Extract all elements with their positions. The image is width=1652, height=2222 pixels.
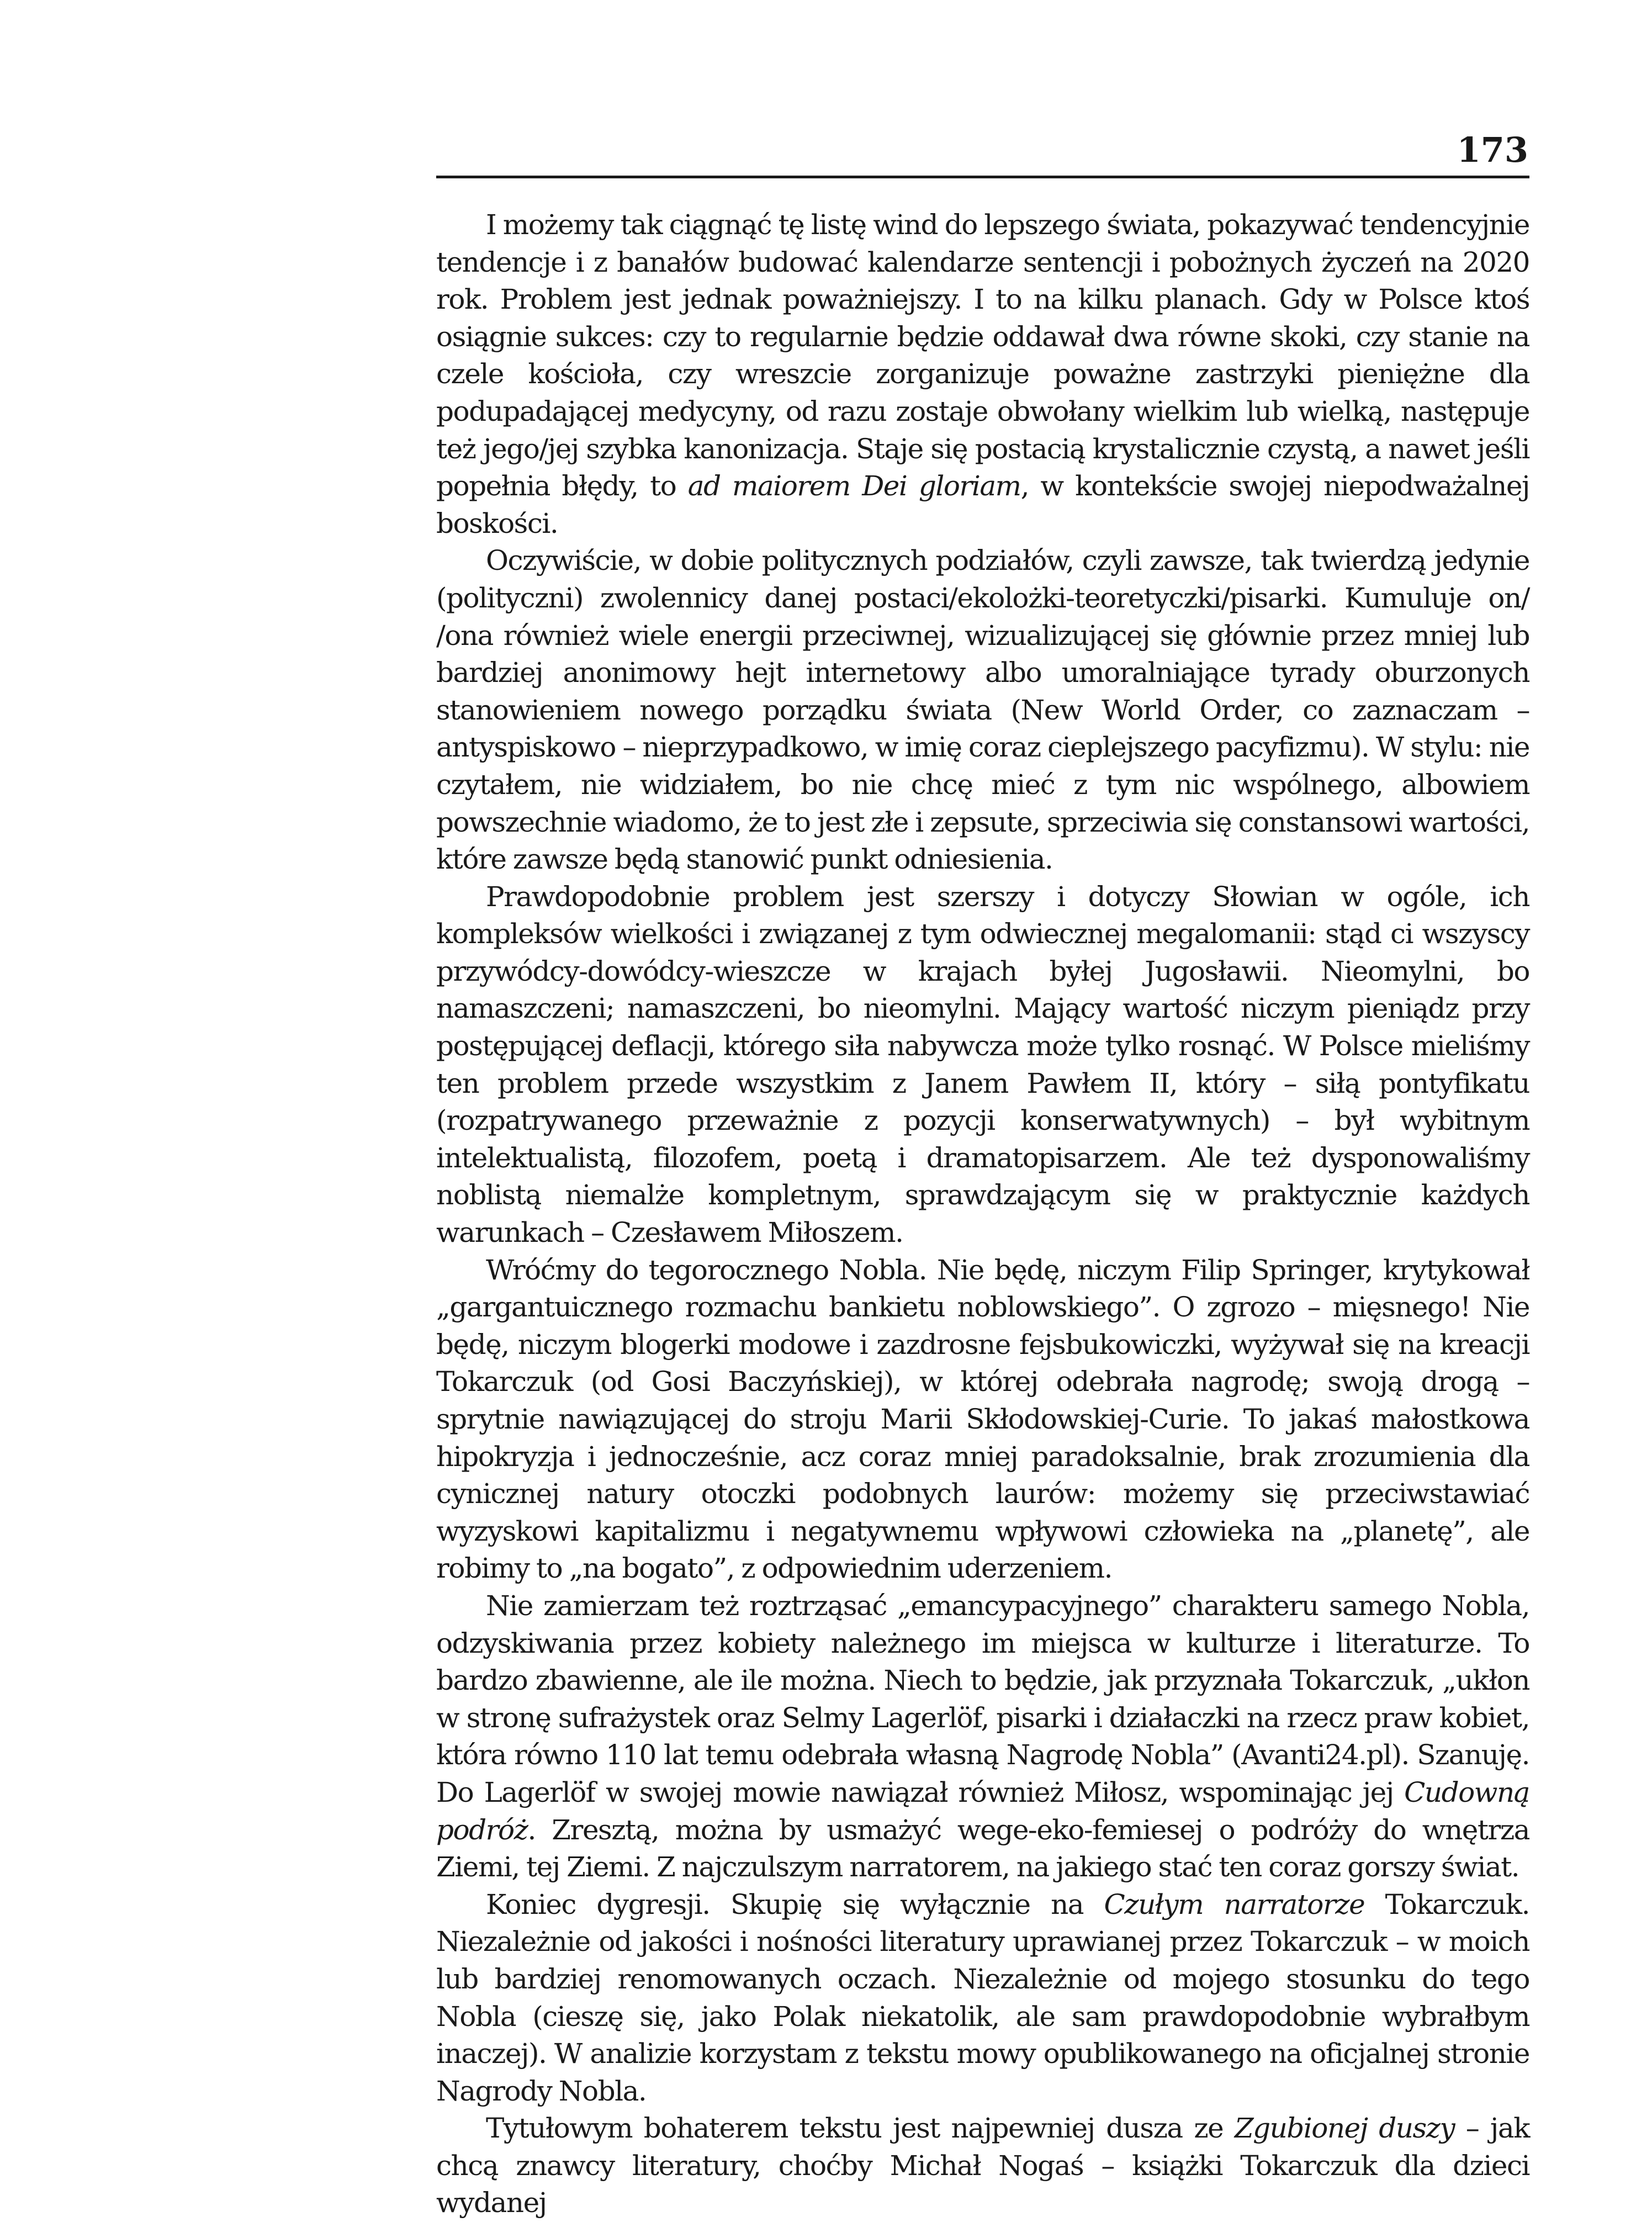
paragraph <box>436 1252 1529 1588</box>
body-text <box>436 207 1529 2222</box>
text-run: . Zresztą, można by usmażyć wege-eko-femiesej o podróży do wnętrza Ziemi, tej Ziemi. Z najczulszym narratorem, na jakiego stać ten coraz gorszy świat. <box>436 1813 1529 1884</box>
page-number: 173 <box>1457 130 1528 170</box>
text-run: Prawdopodobnie problem jest szerszy i dotyczy Słowian w ogóle, ich kompleksów wielkości i związanej z tym odwiecznej megalomanii: stąd ci wszyscy przywódcy-dowódcy-wieszcze w krajach byłej Jugosławii. Nieomylni, bo namaszczeni; namaszczeni, bo nieomylni. Mający wartość niczym pieniądz przy postępującej deflacji, którego siła nabywcza może tylko rosnąć. W Polsce mieliśmy ten problem przede wszystkim z Janem Pawłem II, który – siłą pontyfikatu (rozpatrywanego przeważnie z pozycji konserwatywnych) – był wybitnym intelektualistą, filozofem, poetą i dramatopisarzem. Ale też dysponowaliśmy noblistą niemalże kompletnym, sprawdzającym się w praktycznie każdych warunkach – Czesławem Miłoszem. <box>436 880 1529 1249</box>
italic-title: Zgubionej duszy <box>1234 2112 1455 2145</box>
paragraph <box>436 207 1529 542</box>
text-run: Koniec dygresji. Skupię się wyłącznie na <box>486 1888 1104 1921</box>
italic-title: Czułym narratorze <box>1104 1888 1365 1921</box>
text-run: , w kontekście swojej niepodważalnej boskości. <box>436 470 1529 539</box>
paragraph <box>436 1886 1529 2110</box>
paragraph <box>436 2110 1529 2222</box>
text-run: Wróćmy do tegorocznego Nobla. Nie będę, niczym Filip Springer, krytykował „gargantuicznego rozmachu bankietu noblowskiego”. O zgrozo – mięsnego! Nie będę, niczym blogerki modowe i zazdrosne fejsbukowiczki, wyżywał się na kreacji Tokarczuk (od Gosi Baczyńskiej), w której odebrała nagrodę; swoją drogą – sprytnie nawiązującej do stroju Marii Skłodowskiej-Curie. To jakaś małostkowa hipokryzja i jednocześnie, acz coraz mniej paradoksalnie, brak zrozumienia dla cynicznej natury otoczki podobnych laurów: możemy się przeciwstawiać wyzyskowi kapitalizmu i negatywnemu wpływowi człowieka na „planetę”, ale robimy to „na bogato”, z odpowiednim uderzeniem. <box>436 1253 1529 1585</box>
text-run: Tytułowym bohaterem tekstu jest najpewniej dusza ze <box>486 2112 1235 2145</box>
italic-title: Cudowną podróż <box>436 1776 1529 1846</box>
text-run: – jak chcą znawcy literatury, choćby Michał Nogaś – książki Tokarczuk dla dzieci wydanej <box>436 2112 1529 2219</box>
text-run: Oczywiście, w dobie politycznych podziałów, czyli zawsze, tak twierdzą jedynie (polityczni) zwolennicy danej postaci/ekolożki-teoretyczki/pisarki. Kumuluje on/ /ona również wiele energii przeciwnej, wizualizującej się głównie przez mniej lub bardziej anonimowy hejt internetowy albo umoralniające tyrady oburzonych stanowieniem nowego porządku świata (New World Order, co zaznaczam – antyspiskowo – nieprzypadkowo, w imię coraz cieplejszego pacyfizmu). W stylu: nie czytałem, nie widziałem, bo nie chcę mieć z tym nic wspólnego, albowiem powszechnie wiadomo, że to jest złe i zepsute, sprzeciwia się constansowi wartości, które zawsze będą stanowić punkt odniesienia. <box>436 544 1529 876</box>
text-run: Nie zamierzam też roztrząsać „emancypacyjnego” charakteru samego Nobla, odzyskiwania przez kobiety należnego im miejsca w kulturze i literaturze. To bardzo zbawienne, ale ile można. Niech to będzie, jak przyznała Tokarczuk, „ukłon w stronę sufrażystek oraz Selmy Lagerlöf, pisarki i działaczki na rzecz praw kobiet, która równo 110 lat temu odebrała własną Nagrodę Nobla” (Avanti24.pl). Szanuję. Do Lagerlöf w swojej mowie nawiązał również Miłosz, wspominając jej <box>436 1589 1529 1808</box>
paragraph <box>436 879 1529 1252</box>
text-run: Tokarczuk. Niezależnie od jakości i nośności literatury uprawianej przez Tokarczuk – w moich lub bardziej renomowanych oczach. Niezależnie od mojego stosunku do tego Nobla (cieszę się, jako Polak niekatolik, ale sam prawdopodobnie wybrałbym inaczej). W analizie korzystam z tekstu mowy opublikowanego na oficjalnej stronie Nagrody Nobla. <box>436 1888 1529 2107</box>
italic-title: ad maiorem Dei gloriam <box>687 470 1021 502</box>
text-run: I możemy tak ciągnąć tę listę wind do lepszego świata, pokazywać tendencyjnie tendencje i z banałów budować kalendarze sentencji i pobożnych życzeń na 2020 rok. Problem jest jednak poważniejszy. I to na kilku planach. Gdy w Polsce ktoś osiągnie sukces: czy to regularnie będzie oddawał dwa równe skoki, czy stanie na czele kościoła, czy wreszcie zorganizuje poważne zastrzyki pieniężne dla podupadającej medycyny, od razu zostaje obwołany wielkim lub wielką, następuje też jego/jej szybka kanonizacja. Staje się postacią krystalicznie czystą, a nawet jeśli popełnia błędy, to <box>436 209 1529 502</box>
header-rule <box>436 176 1529 178</box>
paragraph <box>436 1588 1529 1886</box>
paragraph <box>436 542 1529 878</box>
